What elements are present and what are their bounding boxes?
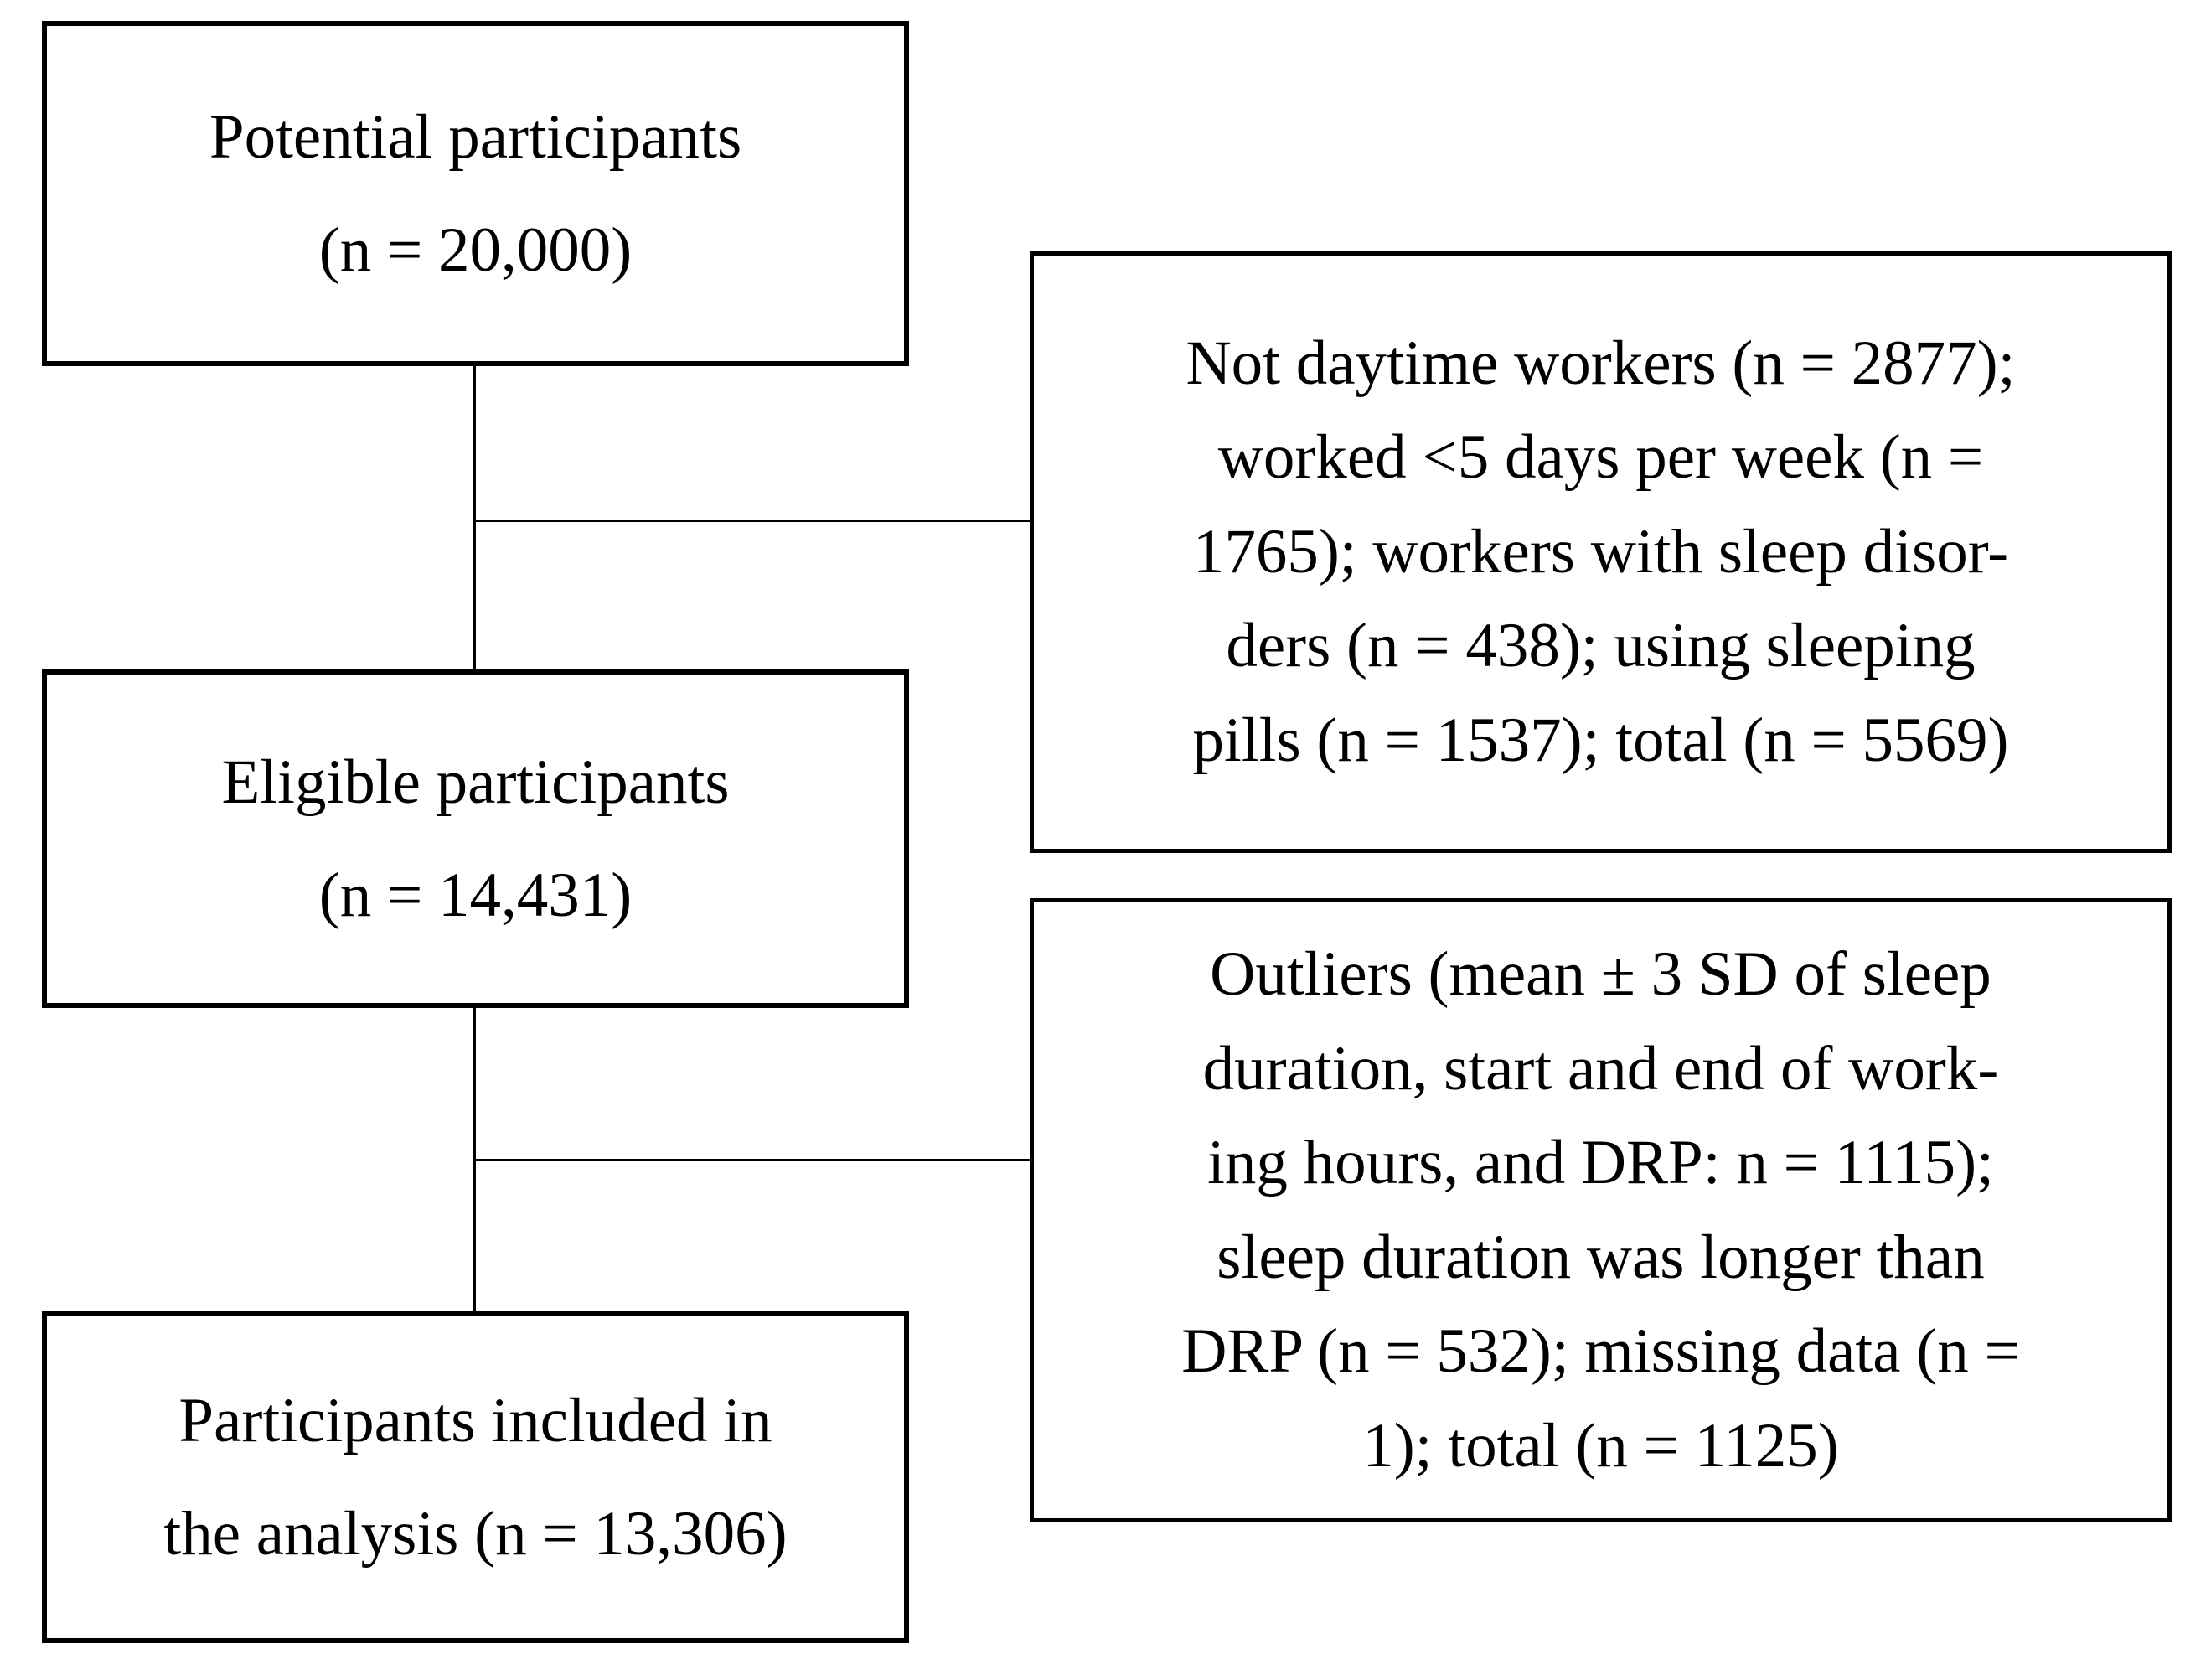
box-text-line: (n = 14,431): [318, 861, 633, 930]
connector-potential-to-eligible: [473, 366, 476, 669]
flow-box-included-participants: [42, 1311, 909, 1643]
connector-branch-to-exclusions-first: [473, 520, 1030, 522]
box-text-line: pills (n = 1537); total (n = 5569): [1192, 705, 2009, 775]
flow-box-eligible-participants: [42, 669, 909, 1008]
box-text-line: Eligible participants: [221, 747, 730, 817]
box-text-line: (n = 20,000): [318, 215, 633, 285]
box-text-line: Not daytime workers (n = 2877);: [1186, 328, 2016, 398]
box-text-line: worked <5 days per week (n =: [1217, 422, 1984, 493]
box-text-line: Participants included in: [178, 1386, 772, 1455]
connector-branch-to-exclusions-second: [473, 1159, 1030, 1161]
box-text-line: duration, start and end of work-: [1202, 1033, 1999, 1104]
flow-box-potential-participants: [42, 21, 909, 366]
flow-box-exclusions-first-stage: [1030, 251, 2172, 853]
box-text-line: 1765); workers with sleep disor-: [1192, 516, 2009, 587]
box-text-line: sleep duration was longer than: [1217, 1222, 1985, 1292]
box-text-line: the analysis (n = 13,306): [163, 1499, 788, 1569]
box-text-line: Outliers (mean ± 3 SD of sleep: [1210, 939, 1991, 1009]
box-text-line: DRP (n = 532); missing data (n =: [1181, 1316, 2020, 1386]
box-text-line: 1); total (n = 1125): [1362, 1410, 1839, 1481]
box-text-line: Potential participants: [209, 102, 742, 172]
box-text-line: ing hours, and DRP: n = 1115);: [1207, 1128, 1994, 1197]
box-text-line: ders (n = 438); using sleeping: [1226, 611, 1976, 681]
flow-box-exclusions-second-stage: [1030, 898, 2172, 1522]
